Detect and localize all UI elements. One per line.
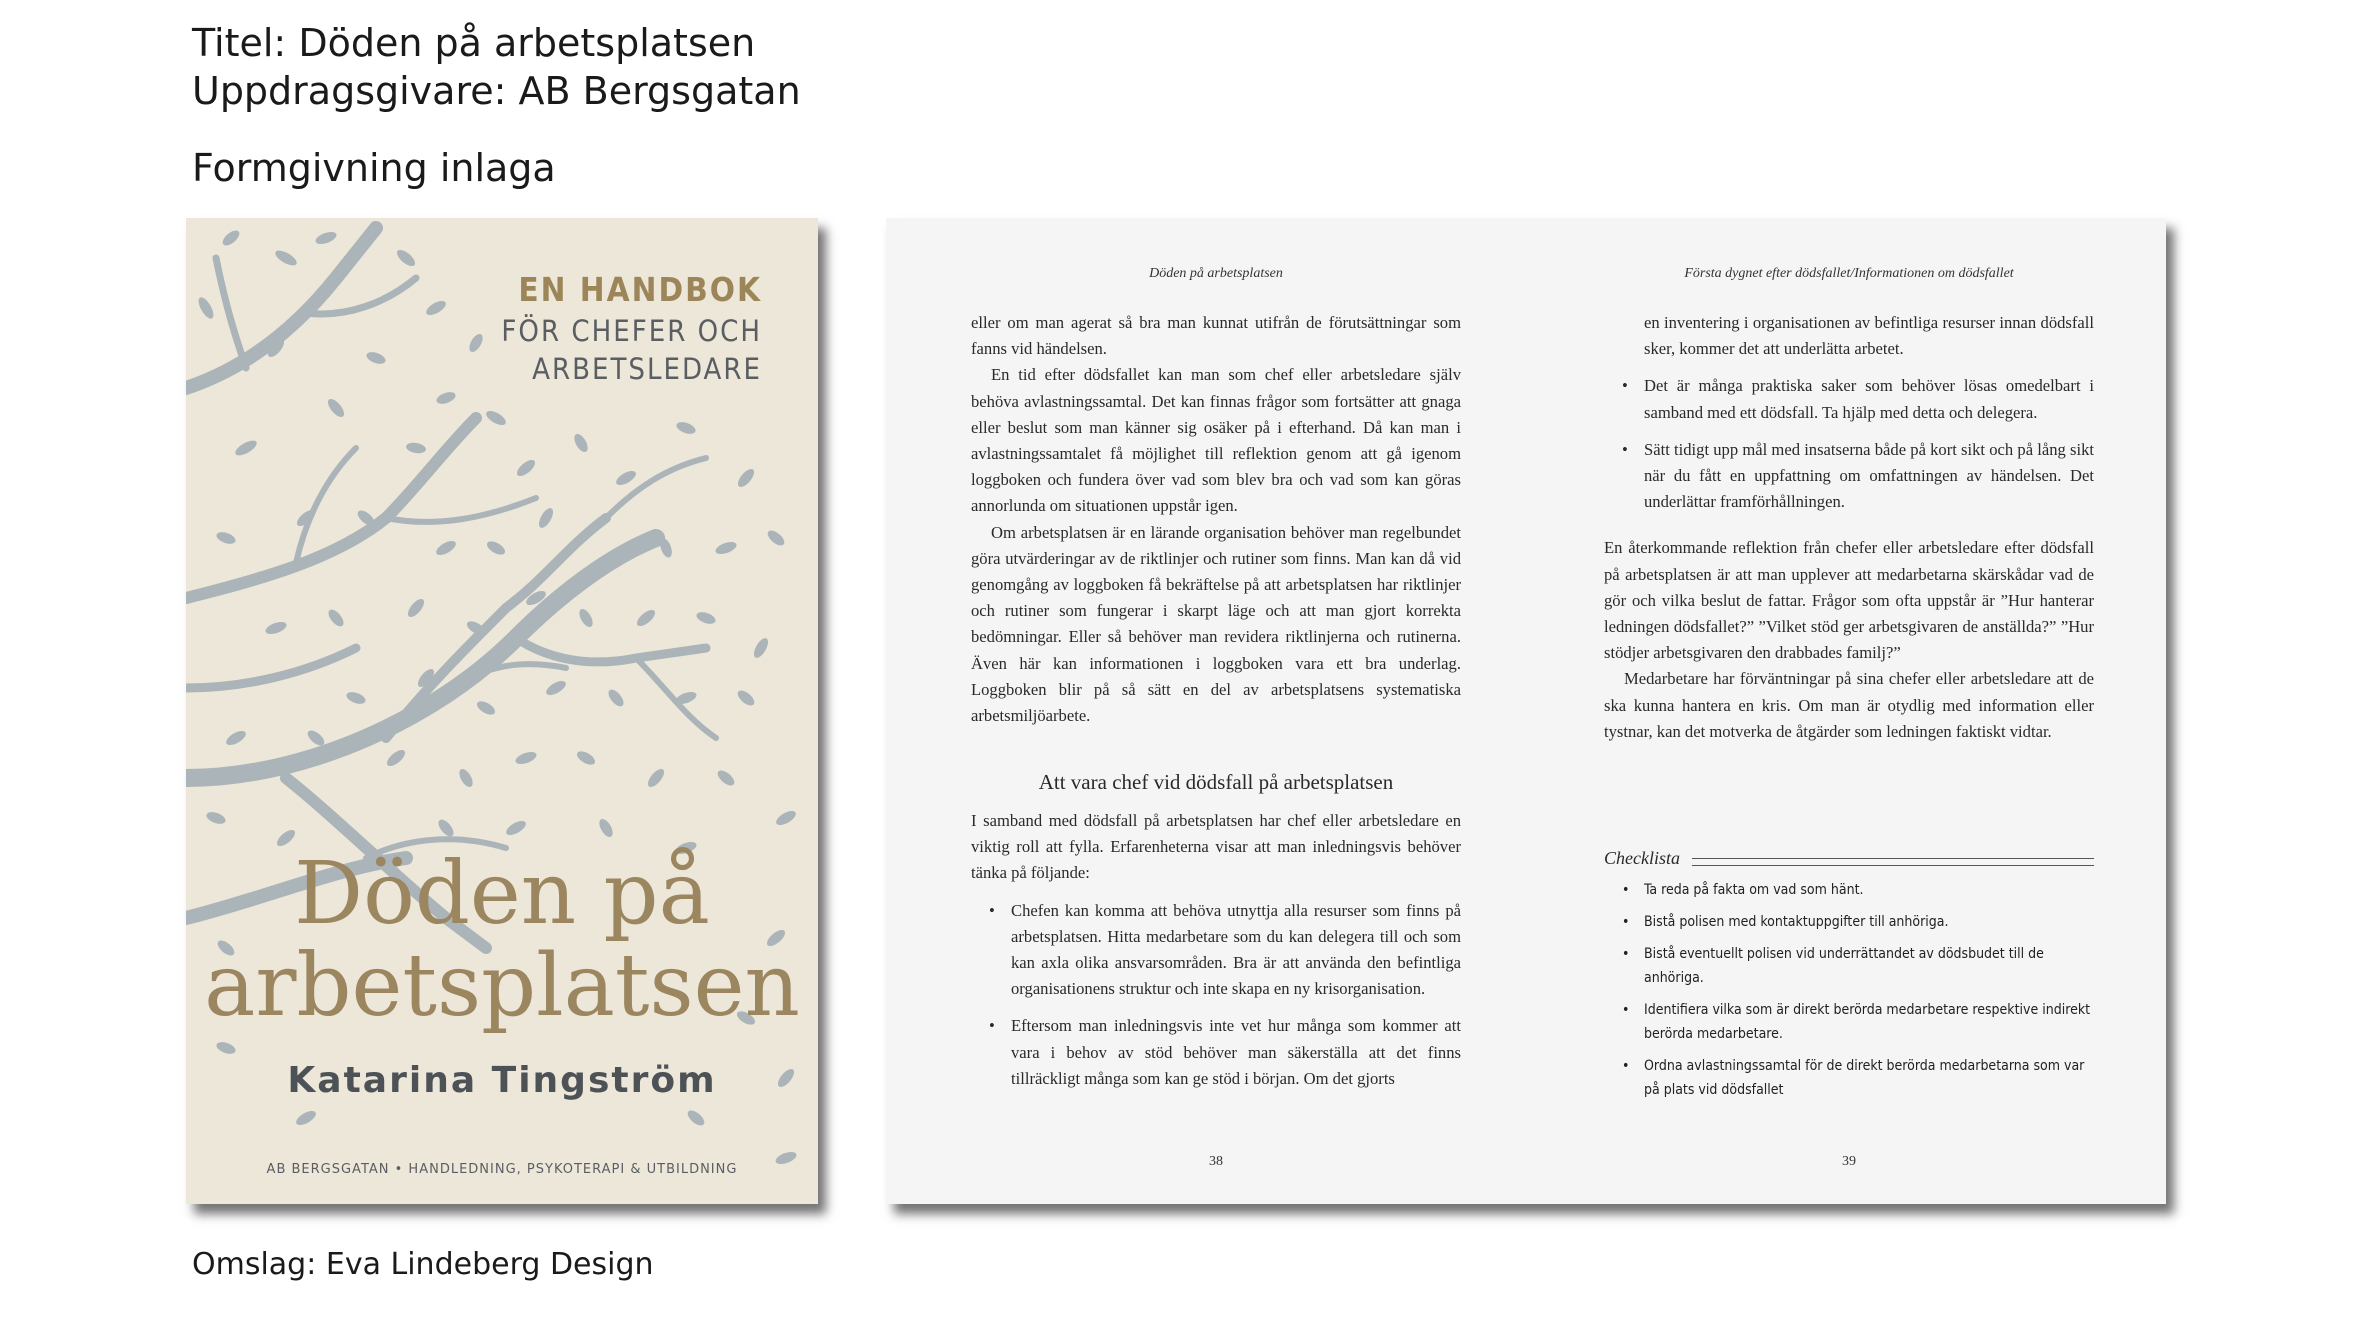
project-client: Uppdragsgivare: AB Bergsgatan (192, 69, 801, 113)
paragraph: En återkommande reflektion från chefer eller arbetsledare efter dödsfall på arbetsplatsen är att man upplever att medarbetarna skärskådar vad de gör och vilka beslut de fattar. Frågor som ofta uppstår är ”Hur hanterar ledningen dödsfallet?” ”Vilket stöd ger arbetsgivaren de anställda?” ”Hur stödjer arbetsgivaren den drabbades familj?” (1604, 538, 2094, 663)
checklist-item: • Identifiera vilka som är direkt berörda medarbetare respektive indirekt berörda medarbetare. (1604, 998, 2094, 1046)
paragraph: eller om man agerat så bra man kunnat utifrån de förutsättningar som fanns vid händelsen. (971, 313, 1461, 359)
page-number-left: 38 (1209, 1154, 1223, 1169)
left-section-text (971, 808, 1461, 1103)
cover-publisher: AB BERGSGATAN • HANDLEDNING, PSYKOTERAPI & UTBILDNING (266, 1162, 738, 1177)
cover-kicker-handbook: EN HANDBOK (518, 270, 762, 309)
paragraph: en inventering i organisationen av befintliga resurser innan dödsfall sker, kommer det att underlätta arbetet. (1644, 313, 2094, 359)
right-body-text (1604, 310, 2094, 745)
cover-title-line-2: arbetsplatsen (204, 936, 800, 1036)
cover-kicker-audience-2: ARBETSLEDARE (532, 352, 762, 386)
paragraph: I samband med dödsfall på arbetsplatsen har chef eller arbetsledare en viktig roll att fylla. Erfarenheterna visar att man inledningsvis behöver tänka på följande: (971, 811, 1461, 883)
cover-title-line-1: Döden på (294, 844, 710, 944)
paragraph: Medarbetare har förväntningar på sina chefer eller arbetsledare att de ska kunna hantera en kris. Om man är otydlig med information eller tystnar, kan det motverka de åtgärder som ledningen faktiskt vidtar. (1604, 669, 2094, 741)
bullet-list (971, 898, 1461, 1092)
list-item: • Sätt tidigt upp mål med insatserna både på kort sikt och på lång sikt när du fått en uppfattning om omfattningen av händelsen. Det underlättar framförhållningen. (1604, 437, 2094, 516)
checklist-item: • Bistå polisen med kontaktuppgifter till anhöriga. (1604, 910, 2094, 934)
page-number-right: 39 (1842, 1154, 1856, 1169)
list-item: • Chefen kan komma att behöva utnyttja alla resurser som finns på arbetsplatsen. Hitta medarbetare som du kan delegera till och som kan axla olika ansvarsområden. Bra är att använda den befintliga organisationens struktur och inte skapa en ny krisorganisation. (971, 898, 1461, 1003)
running-head-right: Första dygnet efter dödsfallet/Informationen om dödsfallet (1684, 266, 2014, 281)
right-page (1604, 218, 2094, 1204)
list-item: • Eftersom man inledningsvis inte vet hur många som kommer att vara i behov av stöd behöver man säkerställa att det finns tillräckligt många som kan ge stöd i början. Om det gjorts (971, 1013, 1461, 1092)
left-page (971, 218, 1461, 1204)
section-heading: Att vara chef vid dödsfall på arbetsplatsen (1038, 770, 1394, 794)
checklist (1604, 878, 2094, 1110)
cover-title (186, 844, 818, 1036)
project-title: Titel: Döden på arbetsplatsen (192, 21, 756, 65)
checklist-item: • Bistå eventuellt polisen vid underrättandet av dödsbudet till de anhöriga. (1604, 942, 2094, 990)
interior-spread (886, 218, 2166, 1204)
cover-kicker-audience-1: FÖR CHEFER OCH (501, 314, 762, 348)
cover-credit: Omslag: Eva Lindeberg Design (192, 1247, 654, 1282)
checklist-rule (1692, 858, 2094, 866)
paragraph: En tid efter dödsfallet kan man som chef eller arbetsledare själv behöva avlastningssamtal. Det kan finnas frågor som fortsätter att gnaga eller beslut som man känner sig osäker på i efterhand. Då kan man i avlastningssamtalet få möjlighet till reflektion genom att gå igenom loggboken och fundera över vad som blev bra och vad som kan göras annorlunda om situationen uppstår igen. (971, 365, 1461, 516)
left-body-text (971, 310, 1461, 729)
paragraph: Om arbetsplatsen är en lärande organisation behöver man regelbundet göra utvärderingar av de riktlinjer och rutiner som finns. Man kan då vid genomgång av loggboken få bekräftelse på att arbetsplatsen har riktlinjer och rutiner som fungerar i skarpt läge och att man gjort korrekta bedömningar. Eller så behöver man revidera riktlinjerna och rutinerna. Även här kan informationen i loggboken vara ett bra underlag. Loggboken blir på så sätt en del av arbetsplatsens systematiska arbetsmiljöarbete. (971, 522, 1461, 726)
running-head-left: Döden på arbetsplatsen (1149, 266, 1283, 281)
section-label: Formgivning inlaga (192, 146, 556, 190)
book-cover (186, 218, 818, 1204)
checklist-item: • Ta reda på fakta om vad som hänt. (1604, 878, 2094, 902)
checklist-item: • Ordna avlastningssamtal för de direkt berörda medarbetarna som var på plats vid dödsfallet (1604, 1054, 2094, 1102)
bullet-list (1604, 373, 2094, 515)
cover-author: Katarina Tingström (287, 1060, 717, 1101)
checklist-title: Checklista (1604, 848, 1680, 868)
list-item: • Det är många praktiska saker som behöver lösas omedelbart i samband med ett dödsfall. Ta hjälp med detta och delegera. (1604, 373, 2094, 425)
